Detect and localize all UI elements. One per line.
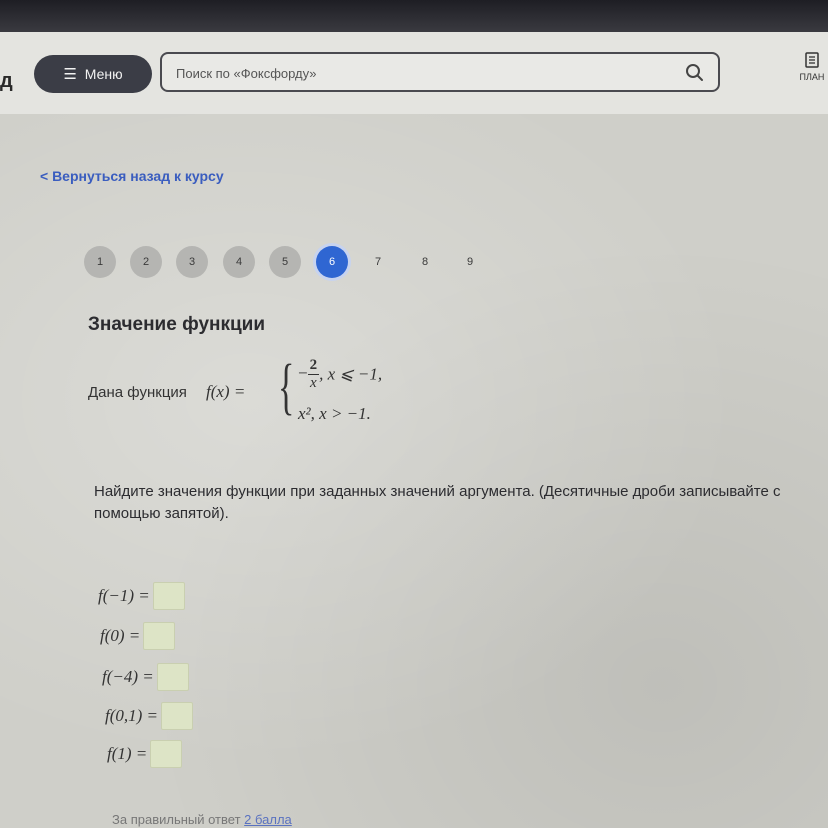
function-name: f(x) = bbox=[206, 382, 246, 401]
answer-list bbox=[98, 580, 298, 780]
task-instruction: Найдите значения функции при заданных значений аргумента. (Десятичные дроби записывайте с помощью запятой). bbox=[94, 483, 781, 522]
logo-fragment[interactable]: д bbox=[0, 70, 13, 92]
case1-sign: − bbox=[298, 363, 308, 383]
search-bar[interactable] bbox=[160, 52, 720, 92]
answer-expression: f(−4) = bbox=[102, 667, 154, 686]
fraction-denominator: x bbox=[310, 375, 317, 391]
step-5[interactable]: 5 bbox=[269, 246, 301, 278]
piecewise-brace: { bbox=[278, 353, 295, 421]
document-icon bbox=[805, 52, 819, 68]
points-note bbox=[112, 812, 292, 827]
menu-button-label: Меню bbox=[84, 66, 123, 82]
step-8[interactable]: 8 bbox=[421, 256, 429, 268]
answer-input-1[interactable] bbox=[153, 582, 185, 610]
answer-row bbox=[102, 663, 189, 691]
back-to-course-link[interactable]: < Вернуться назад к курсу bbox=[40, 168, 224, 184]
answer-input-2[interactable] bbox=[143, 622, 175, 650]
fraction-numerator: 2 bbox=[309, 357, 318, 373]
answer-expression: f(−1) = bbox=[98, 586, 150, 605]
answer-row bbox=[98, 582, 185, 610]
list-menu-icon: ☰ bbox=[63, 66, 77, 83]
points-prefix: За правильный ответ bbox=[112, 812, 241, 827]
plan-button[interactable] bbox=[796, 52, 828, 92]
piecewise-case-1 bbox=[298, 358, 382, 391]
step-7[interactable]: 7 bbox=[374, 256, 382, 268]
answer-input-3[interactable] bbox=[157, 663, 189, 691]
piecewise-case-2: x², x > −1. bbox=[298, 404, 371, 423]
plan-label: ПЛАН bbox=[799, 72, 825, 82]
answer-expression: f(0) = bbox=[100, 626, 141, 645]
step-2[interactable]: 2 bbox=[130, 246, 162, 278]
step-4[interactable]: 4 bbox=[223, 246, 255, 278]
case1-condition: , x ⩽ −1, bbox=[319, 364, 383, 384]
function-definition bbox=[88, 354, 508, 434]
answer-expression: f(0,1) = bbox=[105, 706, 159, 725]
top-dark-strip bbox=[0, 0, 828, 32]
answer-expression: f(1) = bbox=[107, 744, 148, 763]
answer-input-5[interactable] bbox=[150, 740, 182, 768]
search-icon[interactable] bbox=[684, 62, 704, 82]
points-value: 2 балла bbox=[244, 812, 292, 827]
task-stepper bbox=[84, 246, 504, 278]
answer-input-4[interactable] bbox=[161, 702, 193, 730]
search-input[interactable] bbox=[176, 62, 656, 84]
fraction bbox=[308, 358, 320, 391]
step-6-active[interactable]: 6 bbox=[316, 246, 348, 278]
function-lead-text: Дана функция bbox=[88, 384, 187, 401]
menu-button[interactable] bbox=[34, 55, 152, 93]
step-1[interactable]: 1 bbox=[84, 246, 116, 278]
answer-row bbox=[107, 740, 182, 768]
problem-title: Значение функции bbox=[88, 314, 266, 335]
step-3[interactable]: 3 bbox=[176, 246, 208, 278]
answer-row bbox=[105, 702, 193, 730]
step-9[interactable]: 9 bbox=[466, 256, 474, 268]
answer-row bbox=[100, 622, 175, 650]
